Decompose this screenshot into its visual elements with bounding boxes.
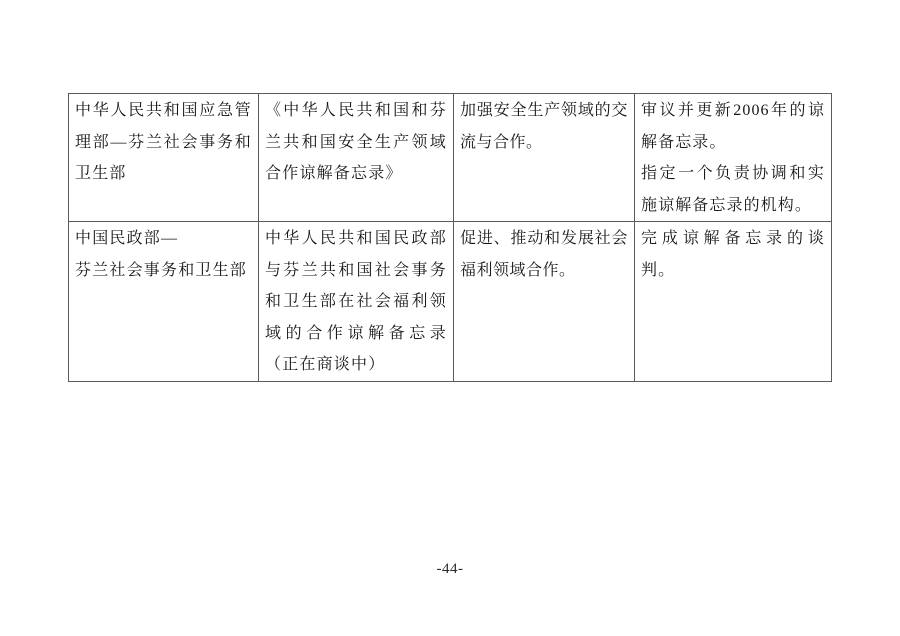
table-row-2 bbox=[69, 222, 832, 382]
table-cell-r2c4 bbox=[635, 222, 832, 382]
table-cell-r1c4 bbox=[635, 94, 832, 222]
cell-paragraph: 完成谅解备忘录的谈判。 bbox=[641, 230, 825, 279]
agreements-table bbox=[68, 93, 832, 382]
table-cell-r1c3 bbox=[454, 94, 635, 222]
cell-paragraph: 审议并更新2006年的谅解备忘录。 bbox=[641, 102, 825, 151]
page-number: -44- bbox=[436, 561, 464, 577]
cell-paragraph: 中华人民共和国应急管理部—芬兰社会事务和卫生部 bbox=[75, 102, 252, 182]
cell-paragraph: 指定一个负责协调和实施谅解备忘录的机构。 bbox=[641, 165, 825, 214]
table-cell-r1c2 bbox=[259, 94, 454, 222]
table-cell-r2c2 bbox=[259, 222, 454, 382]
cell-paragraph: 芬兰社会事务和卫生部 bbox=[75, 261, 248, 279]
cell-paragraph: 加强安全生产领域的交流与合作。 bbox=[460, 102, 628, 151]
table-row-1 bbox=[69, 94, 832, 222]
table-cell-r2c3 bbox=[454, 222, 635, 382]
table-cell-r1c1 bbox=[69, 94, 259, 222]
table-cell-r2c1 bbox=[69, 222, 259, 382]
cell-paragraph: 中华人民共和国民政部与芬兰共和国社会事务和卫生部在社会福利领域的合作谅解备忘录（正在商谈中） bbox=[265, 230, 447, 373]
cell-paragraph: 促进、推动和发展社会福利领域合作。 bbox=[460, 230, 628, 279]
cell-paragraph: 《中华人民共和国和芬兰共和国安全生产领域合作谅解备忘录》 bbox=[265, 102, 447, 182]
cell-paragraph: 中国民政部— bbox=[75, 230, 179, 247]
